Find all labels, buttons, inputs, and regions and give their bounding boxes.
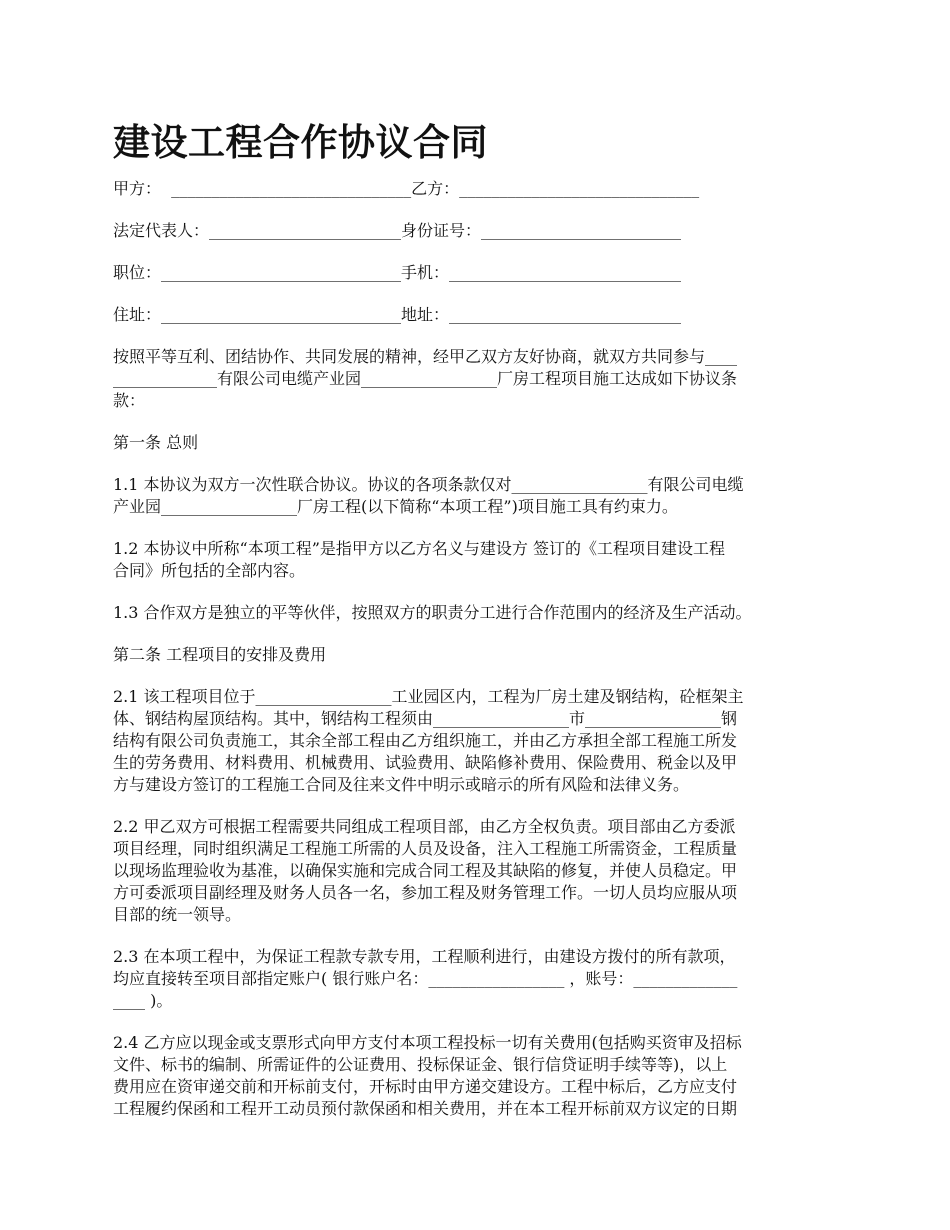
text-line: 甲方： ______________________________乙方：______________________________ [113,179,700,198]
text-line: 1.3 合作双方是独立的平等伙伴，按照双方的职责分工进行合作范围内的经济及生产活动。 [113,603,752,622]
text-line: 工程履约保函和工程开工动员预付款保函和相关费用，并在本工程开标前双方议定的日期 [113,1099,738,1118]
text-line: 2.2 甲乙双方可根据工程需要共同组成工程项目部，由乙方全权负责。项目部由乙方委派 [113,817,736,836]
text-line: 住址：______________________________地址：_____________________________ [113,305,682,324]
text-line: 以现场监理验收为基准，以确保实施和完成合同工程及其缺陷的修复，并使人员稳定。甲 [113,861,738,880]
text-line: 合同》所包括的全部内容。 [113,561,306,580]
text-line: 目部的统一领导。 [113,905,242,924]
paragraph-gap [113,796,839,816]
paragraph-gap [113,1012,839,1032]
text-line: _____________有限公司电缆产业园_________________厂房工程项目施工达成如下协议条 [113,369,738,388]
paragraph-gap [113,200,839,220]
text-line: 方与建设方签订的工程施工合同及往来文件中明示或暗示的所有风险和法律义务。 [113,775,690,794]
text-line: 产业园_________________厂房工程(以下简称“本项工程”)项目施工具有约束力。 [113,497,678,516]
text-line: 体、钢结构屋顶结构。其中，钢结构工程须由_________________市_________________钢 [113,709,738,728]
paragraph-gap [113,454,839,474]
text-line: 1.1 本协议为双方一次性联合协议。协议的各项条款仅对_________________有限公司电缆 [113,475,744,494]
text-line: 1.2 本协议中所称“本项工程”是指甲方以乙方名义与建设方 签订的《工程项目建设工程 [113,539,725,558]
text-line: 款： [113,391,146,410]
text-line: 均应直接转至项目部指定账户( 银行账户名：_________________ ，账号：_____________ [113,969,738,988]
paragraph-gap [113,624,839,644]
paragraph-gap [113,242,839,262]
document-title: 建设工程合作协议合同 [113,120,488,164]
text-line: 第二条 工程项目的安排及费用 [113,645,327,664]
paragraph-gap [113,926,839,946]
text-line: 第一条 总则 [113,433,199,452]
text-line: 2.1 该工程项目位于_________________工业园区内，工程为厂房土建及钢结构，砼框架主 [113,687,744,706]
text-line: 2.4 乙方应以现金或支票形式向甲方支付本项工程投标一切有关费用(包括购买资审及招标 [113,1033,742,1052]
paragraph-gap [113,412,839,432]
text-line: 按照平等互利、团结协作、共同发展的精神，经甲乙双方友好协商，就双方共同参与____ [113,347,738,366]
text-line: 职位：______________________________手机：_____________________________ [113,263,682,282]
text-line: ____ )。 [113,991,173,1010]
paragraph-gap [113,284,839,304]
text-line: 2.3 在本项工程中，为保证工程款专款专用，工程顺利进行，由建设方拨付的所有款项， [113,947,736,966]
text-line: 费用应在资审递交前和开标前支付，开标时由甲方递交建设方。工程中标后，乙方应支付 [113,1077,738,1096]
text-line: 生的劳务费用、材料费用、机械费用、试验费用、缺陷修补费用、保险费用、税金以及甲 [113,753,738,772]
paragraph-gap [113,326,839,346]
text-line: 方可委派项目副经理及财务人员各一名，参加工程及财务管理工作。一切人员均应服从项 [113,883,738,902]
paragraph-gap [113,582,839,602]
text-line: 结构有限公司负责施工，其余全部工程由乙方组织施工，并由乙方承担全部工程施工所发 [113,731,738,750]
text-line: 文件、标书的编制、所需证件的公证费用、投标保证金、银行信贷证明手续等等)，以上 [113,1055,728,1074]
text-line: 法定代表人：________________________身份证号：_________________________ [113,221,682,240]
paragraph-gap [113,518,839,538]
text-line: 项目经理，同时组织满足工程施工所需的人员及设备，注入工程施工所需资金，工程质量 [113,839,738,858]
document-body [113,178,839,1120]
paragraph-gap [113,666,839,686]
